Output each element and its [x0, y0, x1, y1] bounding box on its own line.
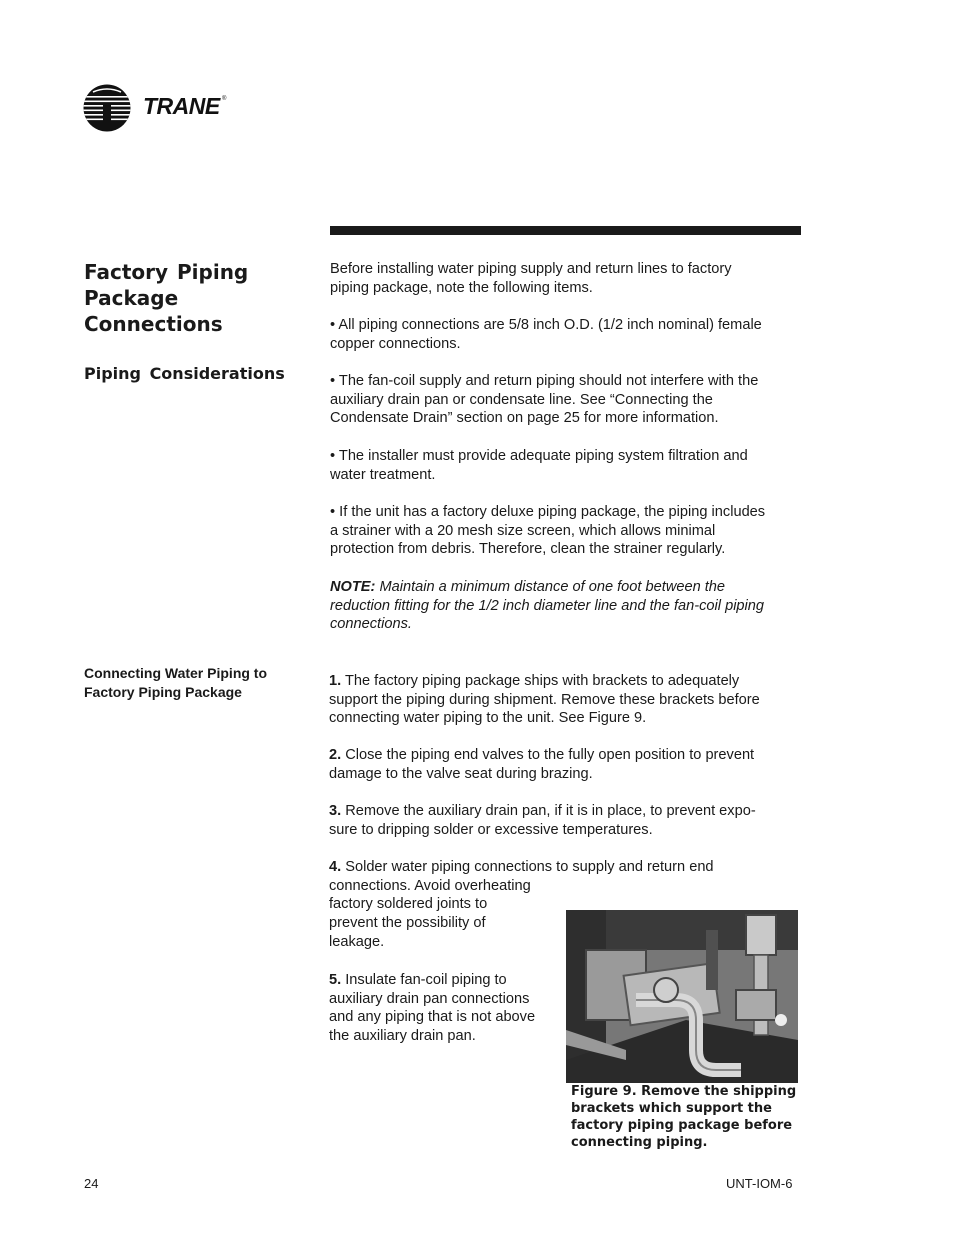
procedure-title: Connecting Water Piping to Factory Piping Package [84, 665, 268, 700]
section-title: Factory Piping Package Connections [84, 260, 249, 336]
step-5 [329, 971, 559, 1046]
bullet-item: • The installer must provide adequate piping system filtration and water treatment. [330, 448, 748, 483]
step-1 [329, 672, 799, 728]
bullet-item: • All piping connections are 5/8 inch O.D. (1/2 inch nominal) female copper connections. [330, 317, 762, 352]
step-text: Remove the auxiliary drain pan, if it is in place, to prevent expo- sure to dripping solder or excessive temperatures. [329, 803, 756, 838]
note-paragraph [330, 578, 800, 634]
step-text: Solder water piping connections to supply and return end connections. Avoid overheating factory soldered joints to prevent the possibility of leakage. [329, 859, 714, 950]
step-number: 1. [329, 673, 342, 689]
step-text: Insulate fan-coil piping to auxiliary drain pan connections and any piping that is not above the auxiliary drain pan. [329, 972, 536, 1045]
registered-mark: ® [222, 96, 227, 102]
step-number: 5. [329, 972, 342, 988]
step-number: 4. [329, 859, 342, 875]
section-rule [330, 226, 801, 235]
piping-package-image [566, 910, 798, 1083]
step-text: Close the piping end valves to the fully open position to prevent damage to the valve seat during brazing. [329, 747, 755, 782]
document-id: UNT-IOM-6 [726, 1176, 793, 1191]
step-number: 2. [329, 747, 342, 763]
trane-logo-icon [83, 84, 133, 134]
figure-9-photo [566, 910, 798, 1083]
brand-logo [83, 84, 233, 134]
brand-wordmark: TRANE [143, 93, 220, 119]
note-text: Maintain a minimum distance of one foot between the reduction fitting for the 1/2 inch diameter line and the fan-coil piping connections. [330, 579, 765, 633]
step-text: The factory piping package ships with brackets to adequately support the piping during shipment. Remove these brackets before connecting water piping to the unit. See Figure 9. [329, 673, 760, 727]
subsection-title: Piping Considerations [84, 364, 285, 383]
step-number: 3. [329, 803, 342, 819]
step-3 [329, 802, 799, 839]
note-label: NOTE: [330, 579, 376, 595]
page-number: 24 [84, 1176, 99, 1191]
figure-caption: Figure 9. Remove the shipping brackets which support the factory piping package before connecting piping. [571, 1084, 797, 1150]
intro-paragraph: Before installing water piping supply and return lines to factory piping package, note the following items. [330, 261, 732, 296]
bullet-item: • The fan-coil supply and return piping should not interfere with the auxiliary drain pan or condensate line. See “Connecting the Condensate Drain” section on page 25 for more information. [330, 373, 759, 427]
bullet-item: • If the unit has a factory deluxe piping package, the piping includes a strainer with a 20 mesh size screen, which allows minimal protection from debris. Therefore, clean the strainer regularly. [330, 504, 766, 558]
step-2 [329, 746, 799, 783]
